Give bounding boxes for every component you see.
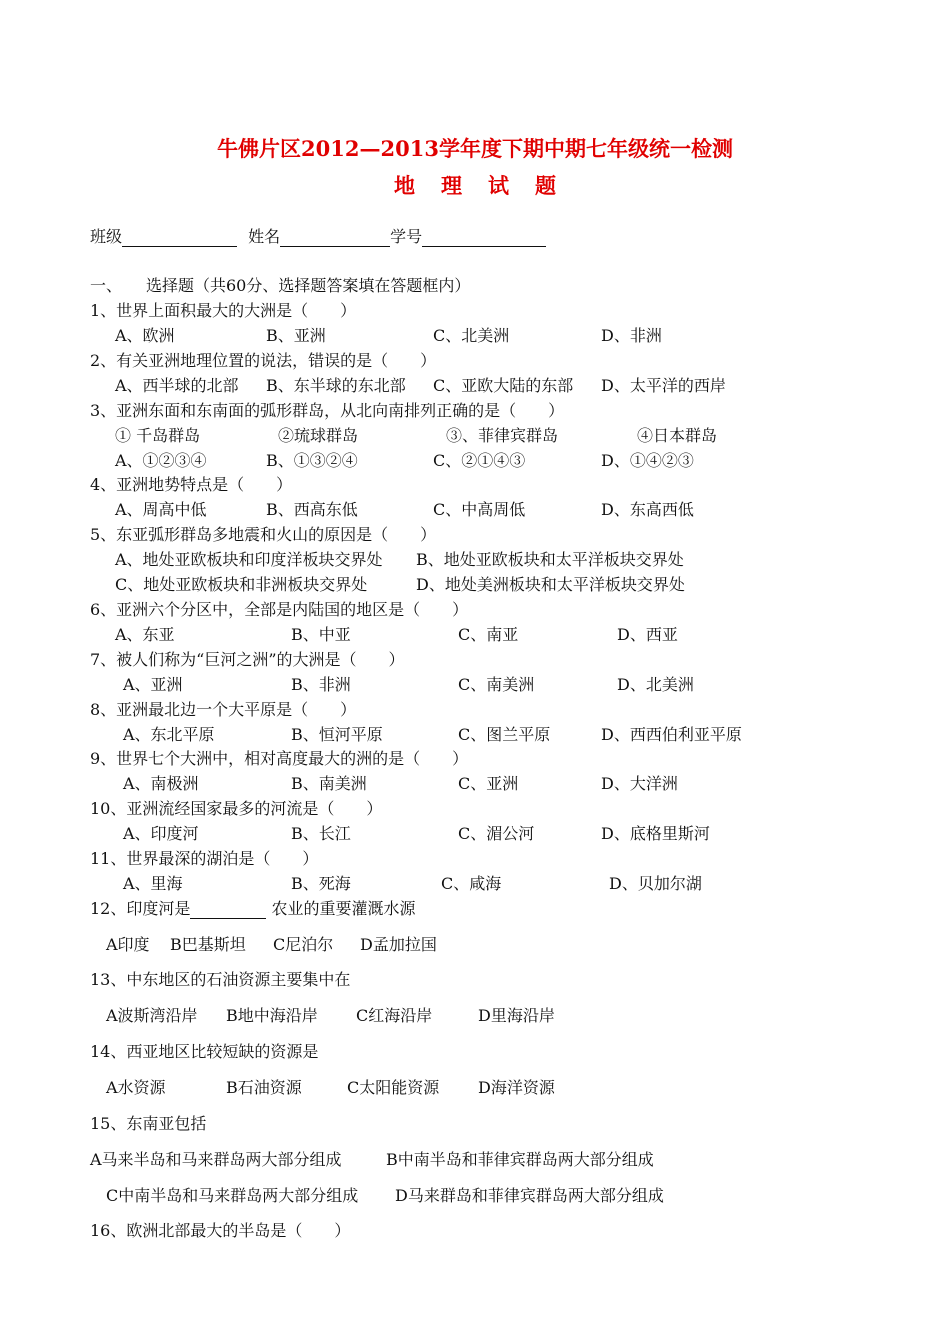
question-stem: 1、世界上面积最大的大洲是（ ） <box>90 301 357 320</box>
subtitle-char: 理 <box>441 173 462 198</box>
option[interactable]: D、贝加尔湖 <box>609 874 702 893</box>
option[interactable]: D、底格里斯河 <box>601 824 710 843</box>
option[interactable]: D海洋资源 <box>478 1078 555 1097</box>
question-stem-part: 农业的重要灌溉水源 <box>271 899 416 918</box>
option[interactable]: B、西高东低 <box>266 500 358 519</box>
student-info-line <box>90 227 546 247</box>
option[interactable]: A波斯湾沿岸 <box>106 1006 198 1025</box>
list-item: ④日本群岛 <box>637 426 718 445</box>
name-label: 姓名 <box>248 227 281 246</box>
class-field[interactable] <box>122 230 237 247</box>
option[interactable]: C、②①④③ <box>433 451 526 470</box>
option[interactable]: D、西亚 <box>617 625 678 644</box>
option[interactable]: B、中亚 <box>291 625 351 644</box>
answer-blank[interactable] <box>190 902 266 919</box>
option[interactable]: A、里海 <box>123 874 183 893</box>
name-field[interactable] <box>280 230 390 247</box>
page-title: 牛佛片区2012—2013学年度下期中期七年级统一检测 <box>217 136 733 161</box>
section-heading: 一、 选择题（共60分、选择题答案填在答题框内） <box>90 276 471 295</box>
option[interactable]: D马来群岛和菲律宾群岛两大部分组成 <box>395 1186 664 1205</box>
option[interactable]: A、①②③④ <box>115 451 207 470</box>
option[interactable]: C、地处亚欧板块和非洲板块交界处 <box>115 575 368 594</box>
option[interactable]: C红海沿岸 <box>356 1006 433 1025</box>
option[interactable]: D、东高西低 <box>601 500 694 519</box>
option[interactable]: C尼泊尔 <box>273 935 334 954</box>
option[interactable]: B、南美洲 <box>291 774 367 793</box>
question-stem: 9、世界七个大洲中，相对高度最大的洲的是（ ） <box>90 749 469 768</box>
option[interactable]: C太阳能资源 <box>347 1078 440 1097</box>
option[interactable]: C、南美洲 <box>458 675 535 694</box>
number-field[interactable] <box>422 230 546 247</box>
option[interactable]: A马来半岛和马来群岛两大部分组成 <box>90 1150 342 1169</box>
option[interactable]: C中南半岛和马来群岛两大部分组成 <box>106 1186 359 1205</box>
question-stem: 10、亚洲流经国家最多的河流是（ ） <box>90 799 383 818</box>
option[interactable]: B、东半球的东北部 <box>266 376 406 395</box>
subtitle-char: 地 <box>394 173 415 198</box>
subtitle-char: 题 <box>535 173 556 198</box>
option[interactable]: A印度 <box>106 935 150 954</box>
option[interactable]: A、东北平原 <box>123 725 215 744</box>
question-stem: 13、中东地区的石油资源主要集中在 <box>90 970 351 989</box>
question-stem: 14、西亚地区比较短缺的资源是 <box>90 1042 319 1061</box>
option[interactable]: C、南亚 <box>458 625 519 644</box>
option[interactable]: D、非洲 <box>601 326 662 345</box>
option[interactable]: A、东亚 <box>115 625 175 644</box>
question-stem: 16、欧洲北部最大的半岛是（ ） <box>90 1221 351 1240</box>
option[interactable]: B中南半岛和菲律宾群岛两大部分组成 <box>386 1150 654 1169</box>
option[interactable]: C、中高周低 <box>433 500 526 519</box>
question-stem: 5、东亚弧形群岛多地震和火山的原因是（ ） <box>90 525 437 544</box>
class-label: 班级 <box>90 227 123 246</box>
question-stem: 4、亚洲地势特点是（ ） <box>90 475 293 494</box>
option[interactable]: A、西半球的北部 <box>115 376 239 395</box>
question-stem: 11、世界最深的湖泊是（ ） <box>90 849 319 868</box>
option[interactable]: A、亚洲 <box>123 675 183 694</box>
question-stem: 3、亚洲东面和东南面的弧形群岛，从北向南排列正确的是（ ） <box>90 401 565 420</box>
option[interactable]: D里海沿岸 <box>478 1006 555 1025</box>
option[interactable]: B、死海 <box>291 874 351 893</box>
option[interactable]: C、北美洲 <box>433 326 510 345</box>
question-stem <box>90 899 415 919</box>
question-stem: 15、东南亚包括 <box>90 1114 207 1133</box>
option[interactable]: B、①③②④ <box>266 451 358 470</box>
page-subtitle <box>0 173 950 198</box>
question-stem: 7、被人们称为“巨河之洲”的大洲是（ ） <box>90 650 405 669</box>
list-item: ③、菲律宾群岛 <box>446 426 559 445</box>
question-stem-part: 12、印度河是 <box>90 899 191 918</box>
option[interactable]: B石油资源 <box>226 1078 302 1097</box>
option[interactable]: C、亚洲 <box>458 774 519 793</box>
option[interactable]: D孟加拉国 <box>360 935 437 954</box>
option[interactable]: B巴基斯坦 <box>170 935 246 954</box>
option[interactable]: A水资源 <box>106 1078 166 1097</box>
option[interactable]: D、①④②③ <box>601 451 694 470</box>
option[interactable]: A、欧洲 <box>115 326 175 345</box>
option[interactable]: B地中海沿岸 <box>226 1006 318 1025</box>
option[interactable]: C、图兰平原 <box>458 725 551 744</box>
option[interactable]: B、亚洲 <box>266 326 326 345</box>
option[interactable]: B、长江 <box>291 824 351 843</box>
list-item: ① 千岛群岛 <box>115 426 201 445</box>
option[interactable]: B、非洲 <box>291 675 351 694</box>
option[interactable]: C、湄公河 <box>458 824 535 843</box>
option[interactable]: C、亚欧大陆的东部 <box>433 376 574 395</box>
option[interactable]: C、咸海 <box>441 874 502 893</box>
option[interactable]: A、地处亚欧板块和印度洋板块交界处 <box>115 550 383 569</box>
option[interactable]: B、恒河平原 <box>291 725 383 744</box>
option[interactable]: D、太平洋的西岸 <box>601 376 726 395</box>
question-stem: 6、亚洲六个分区中，全部是内陆国的地区是（ ） <box>90 600 469 619</box>
option[interactable]: D、地处美洲板块和太平洋板块交界处 <box>416 575 685 594</box>
option[interactable]: D、北美洲 <box>617 675 694 694</box>
option[interactable]: A、南极洲 <box>123 774 199 793</box>
option[interactable]: D、大洋洲 <box>601 774 678 793</box>
question-stem: 8、亚洲最北边一个大平原是（ ） <box>90 700 357 719</box>
option[interactable]: A、周高中低 <box>115 500 207 519</box>
number-label: 学号 <box>390 227 423 246</box>
option[interactable]: B、地处亚欧板块和太平洋板块交界处 <box>416 550 684 569</box>
list-item: ②琉球群岛 <box>278 426 359 445</box>
option[interactable]: D、西西伯利亚平原 <box>601 725 742 744</box>
subtitle-char: 试 <box>488 173 509 198</box>
question-stem: 2、有关亚洲地理位置的说法，错误的是（ ） <box>90 351 437 370</box>
option[interactable]: A、印度河 <box>123 824 199 843</box>
